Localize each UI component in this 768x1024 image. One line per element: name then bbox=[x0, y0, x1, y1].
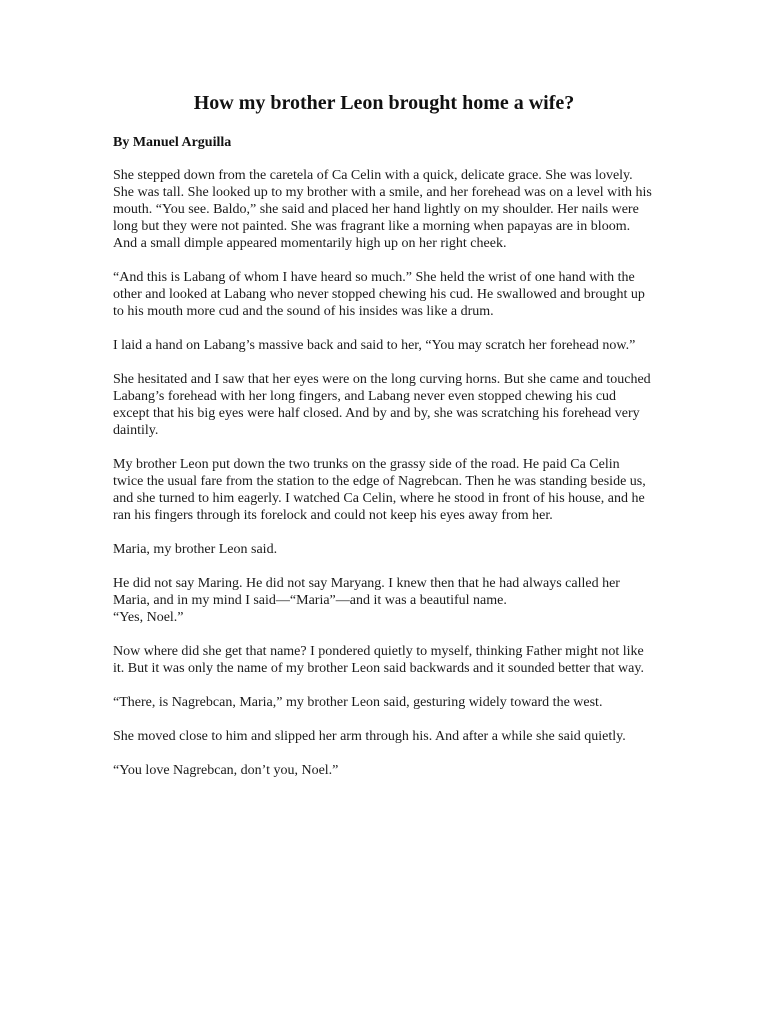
paragraph: “You love Nagrebcan, don’t you, Noel.” bbox=[113, 763, 339, 778]
paragraph: My brother Leon put down the two trunks on the grassy side of the road. He paid Ca Celin twice the usual fare from the station to the edge of Nagrebcan. Then he was standing beside us, and she turned to him eagerly. I watched Ca Celin, where he stood in front of his house, and he ran his fingers through its forelock and could not keep his eyes away from her. bbox=[113, 457, 646, 523]
paragraph: “Yes, Noel.” bbox=[113, 610, 184, 625]
paragraph: He did not say Maring. He did not say Maryang. I knew then that he had always called her Maria, and in my mind I said—“Maria”—and it was a beautiful name. bbox=[113, 576, 620, 608]
paragraph: “There, is Nagrebcan, Maria,” my brother Leon said, gesturing widely toward the west. bbox=[113, 695, 603, 710]
paragraph: She moved close to him and slipped her arm through his. And after a while she said quietly. bbox=[113, 729, 626, 744]
document-title: How my brother Leon brought home a wife? bbox=[193, 92, 575, 114]
paragraph: I laid a hand on Labang’s massive back and said to her, “You may scratch her forehead now.” bbox=[113, 338, 636, 353]
author-byline: By Manuel Arguilla bbox=[113, 135, 232, 150]
paragraph: “And this is Labang of whom I have heard so much.” She held the wrist of one hand with the other and looked at Labang who never stopped chewing his cud. He swallowed and brought up to his mouth more cud and the sound of his insides was like a drum. bbox=[113, 270, 645, 319]
story-body bbox=[113, 167, 653, 796]
paragraph: Now where did she get that name? I pondered quietly to myself, thinking Father might not like it. But it was only the name of my brother Leon said backwards and it sounded better that way. bbox=[113, 644, 644, 676]
paragraph: She stepped down from the caretela of Ca Celin with a quick, delicate grace. She was lovely. She was tall. She looked up to my brother with a smile, and her forehead was on a level with his mouth. “You see. Baldo,” she said and placed her hand lightly on my shoulder. Her nails were long but they were not painted. She was fragrant like a morning when papayas are in bloom. And a small dimple appeared momentarily high up on her right cheek. bbox=[113, 168, 652, 251]
paragraph: She hesitated and I saw that her eyes were on the long curving horns. But she came and touched Labang’s forehead with her long fingers, and Labang never even stopped chewing his cud except that his big eyes were half closed. And by and by, she was scratching his forehead very daintily. bbox=[113, 372, 651, 438]
paragraph: Maria, my brother Leon said. bbox=[113, 542, 278, 557]
